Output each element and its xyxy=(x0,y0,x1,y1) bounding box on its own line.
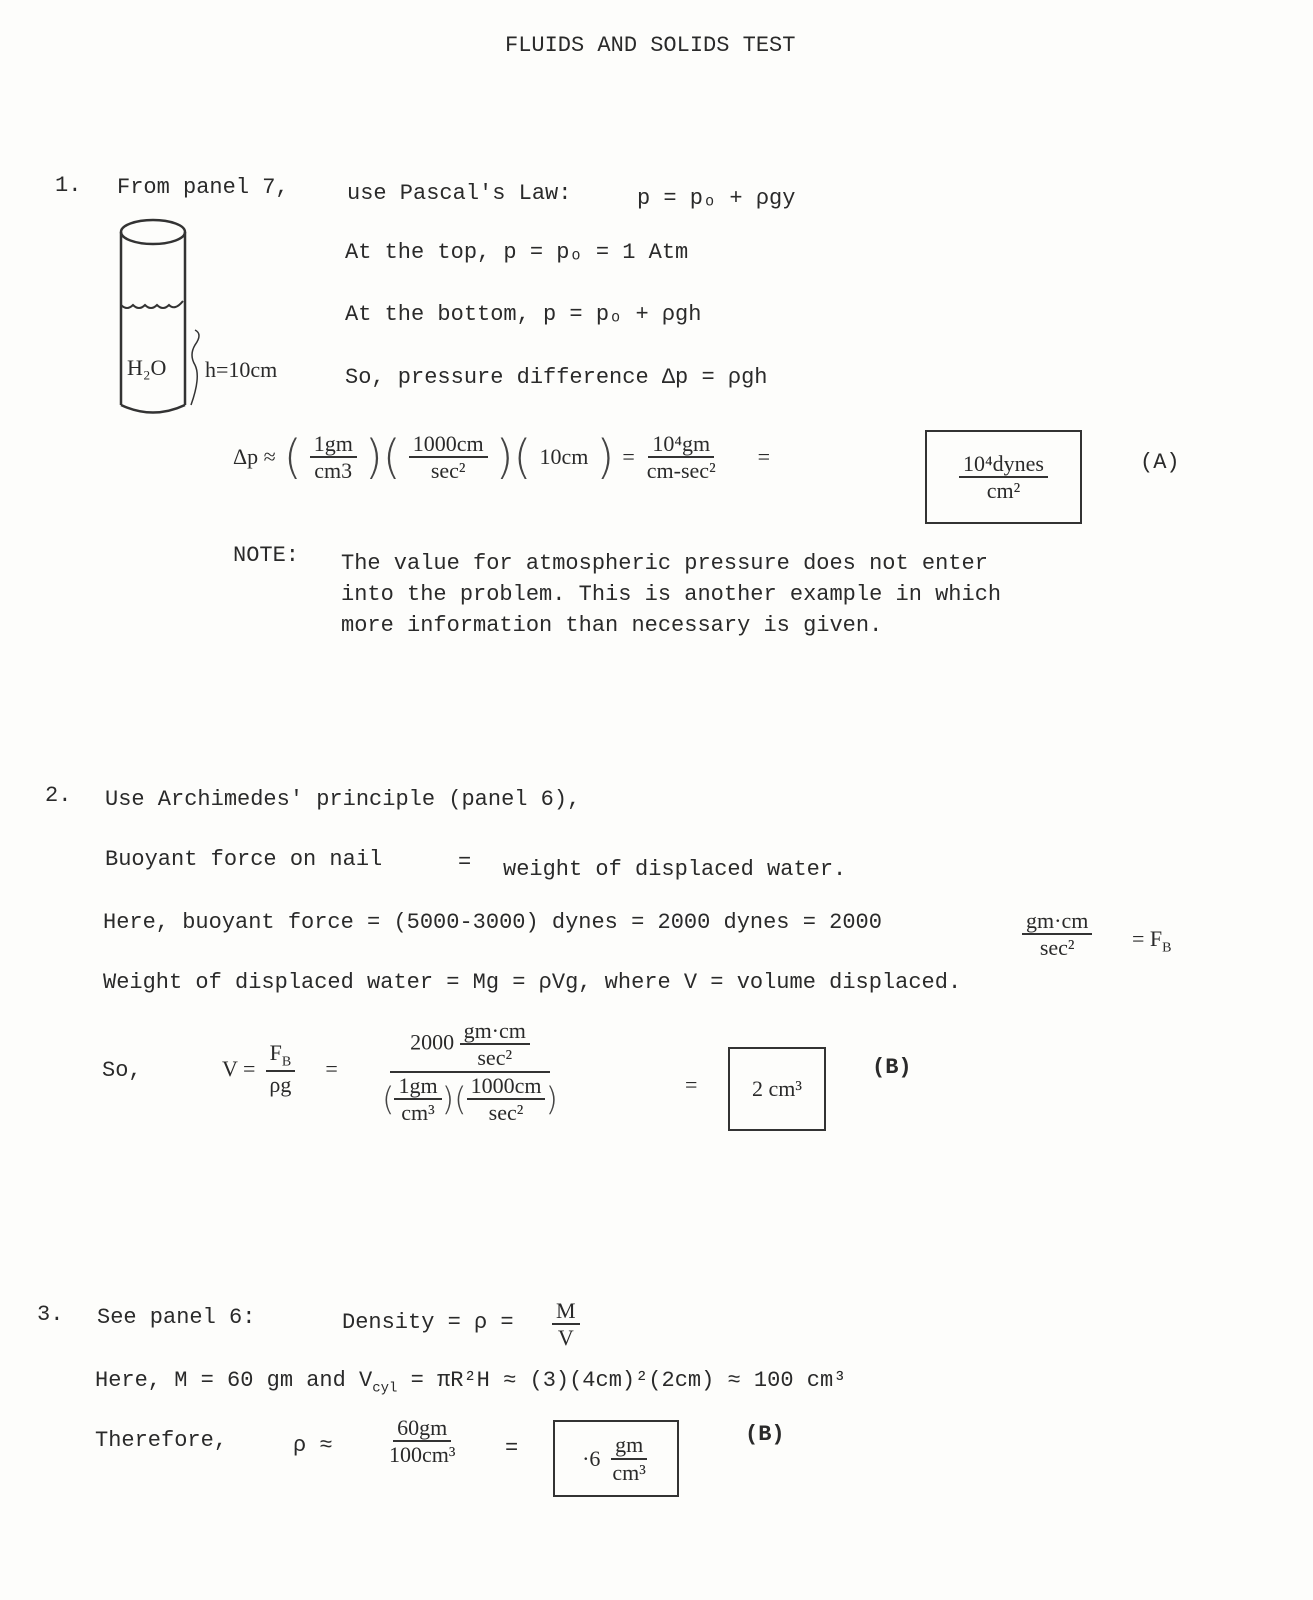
q3-therefore: Therefore, xyxy=(95,1428,228,1453)
fraction-result: $\frac{\text{10⁴gm}}{\text{cm-sec²}}$ xyxy=(646,430,716,483)
diagram-height-label: h=10cm xyxy=(205,357,278,382)
q2-so: So, xyxy=(102,1058,142,1083)
q2-line2-end: = $F_B$ xyxy=(1132,926,1172,956)
diagram-liquid-label: H₂O xyxy=(127,355,167,380)
q1-top-line: At the top, p = pₒ = 1 Atm xyxy=(345,240,689,265)
q1-calculation: Δp ≈ ( $\frac{1gm}{cm3}$ )( $\frac{1000cm}{\text{sec²}}$ )( 10cm ) = $\frac{\text{10⁴gm}}{\text{cm-sec²}}$ = xyxy=(233,430,771,484)
q3-rho: ρ ≈ xyxy=(293,1433,333,1458)
question-number: 2. xyxy=(45,783,72,808)
q1-answer-letter: (A) xyxy=(1140,450,1180,475)
q3-line2: Here, M = 60 gm and $V_{cyl} = \pi R^2H \approx (3)(4cm)^2(2cm) \approx 100$ cm³ xyxy=(95,1368,847,1397)
q2-volume-equation: V = $\frac{F_B}{\rho g}$ = xyxy=(222,1040,338,1098)
note-text: The value for atmospheric pressure does not enter into the problem. This is another example in which more information than necessary is given. xyxy=(341,551,1002,638)
fraction-density: $\frac{1gm}{cm3}$ xyxy=(310,431,357,484)
q2-big-fraction: 2000 $\frac{gm\cdot cm}{\text{sec²}}$ ( $\frac{1gm}{\text{cm³}}$ )( $\frac{1000cm}{\text{sec²}}$ ) xyxy=(382,1018,558,1125)
page-title: FLUIDS AND SOLIDS TEST xyxy=(505,33,796,58)
q2-answer-box: 2 cm³ xyxy=(728,1047,826,1131)
q2-line3: Weight of displaced water = Mg = ρVg, where V = volume displaced. xyxy=(103,970,962,995)
q3-eq: = xyxy=(505,1436,519,1461)
q1-diff-line: So, pressure difference Δp = ρgh xyxy=(345,365,768,390)
q1-bottom-line: At the bottom, p = pₒ + ρgh xyxy=(345,302,702,327)
question-number: 3. xyxy=(37,1302,64,1327)
note-label: NOTE: xyxy=(233,543,300,568)
q2-line1-left: Buoyant force on nail xyxy=(105,847,383,872)
q2-intro: Use Archimedes' principle (panel 6), xyxy=(105,787,581,812)
calc-lhs: Δp ≈ xyxy=(233,444,276,469)
fraction-gravity: $\frac{1000cm}{\text{sec²}}$ xyxy=(409,431,488,484)
q2-line1-eq: = xyxy=(458,850,472,875)
q3-answer-letter: (B) xyxy=(745,1422,785,1447)
q3-answer-box: ·6 $\frac{gm}{\text{cm³}}$ xyxy=(553,1420,679,1497)
q2-line1-right: weight of displaced water. xyxy=(503,857,847,882)
q1-law-equation: p = pₒ + ρgy xyxy=(637,186,796,211)
q2-answer-letter: (B) xyxy=(872,1055,912,1080)
q2-line2-unit: $\frac{gm\cdot cm}{\text{sec²}}$ xyxy=(1022,908,1092,961)
q1-law-label: use Pascal's Law: xyxy=(347,181,572,206)
q2-eq: = xyxy=(685,1072,698,1097)
q3-density: Density = ρ = xyxy=(342,1310,514,1335)
cylinder-diagram xyxy=(110,210,220,425)
q1-answer-box: $\frac{\text{10⁴dynes}}{\text{cm²}}$ xyxy=(925,430,1082,524)
height-factor: 10cm xyxy=(539,444,589,469)
q3-fraction: $\frac{60gm}{\text{100cm³}}$ xyxy=(389,1415,456,1468)
q1-intro: From panel 7, xyxy=(117,175,289,200)
question-number: 1. xyxy=(55,173,82,198)
q3-intro: See panel 6: xyxy=(97,1305,256,1330)
q3-density-fraction: $\frac{M}{V}$ xyxy=(552,1298,580,1351)
q2-line2: Here, buoyant force = (5000-3000) dynes = 2000 dynes = 2000 xyxy=(103,910,882,935)
